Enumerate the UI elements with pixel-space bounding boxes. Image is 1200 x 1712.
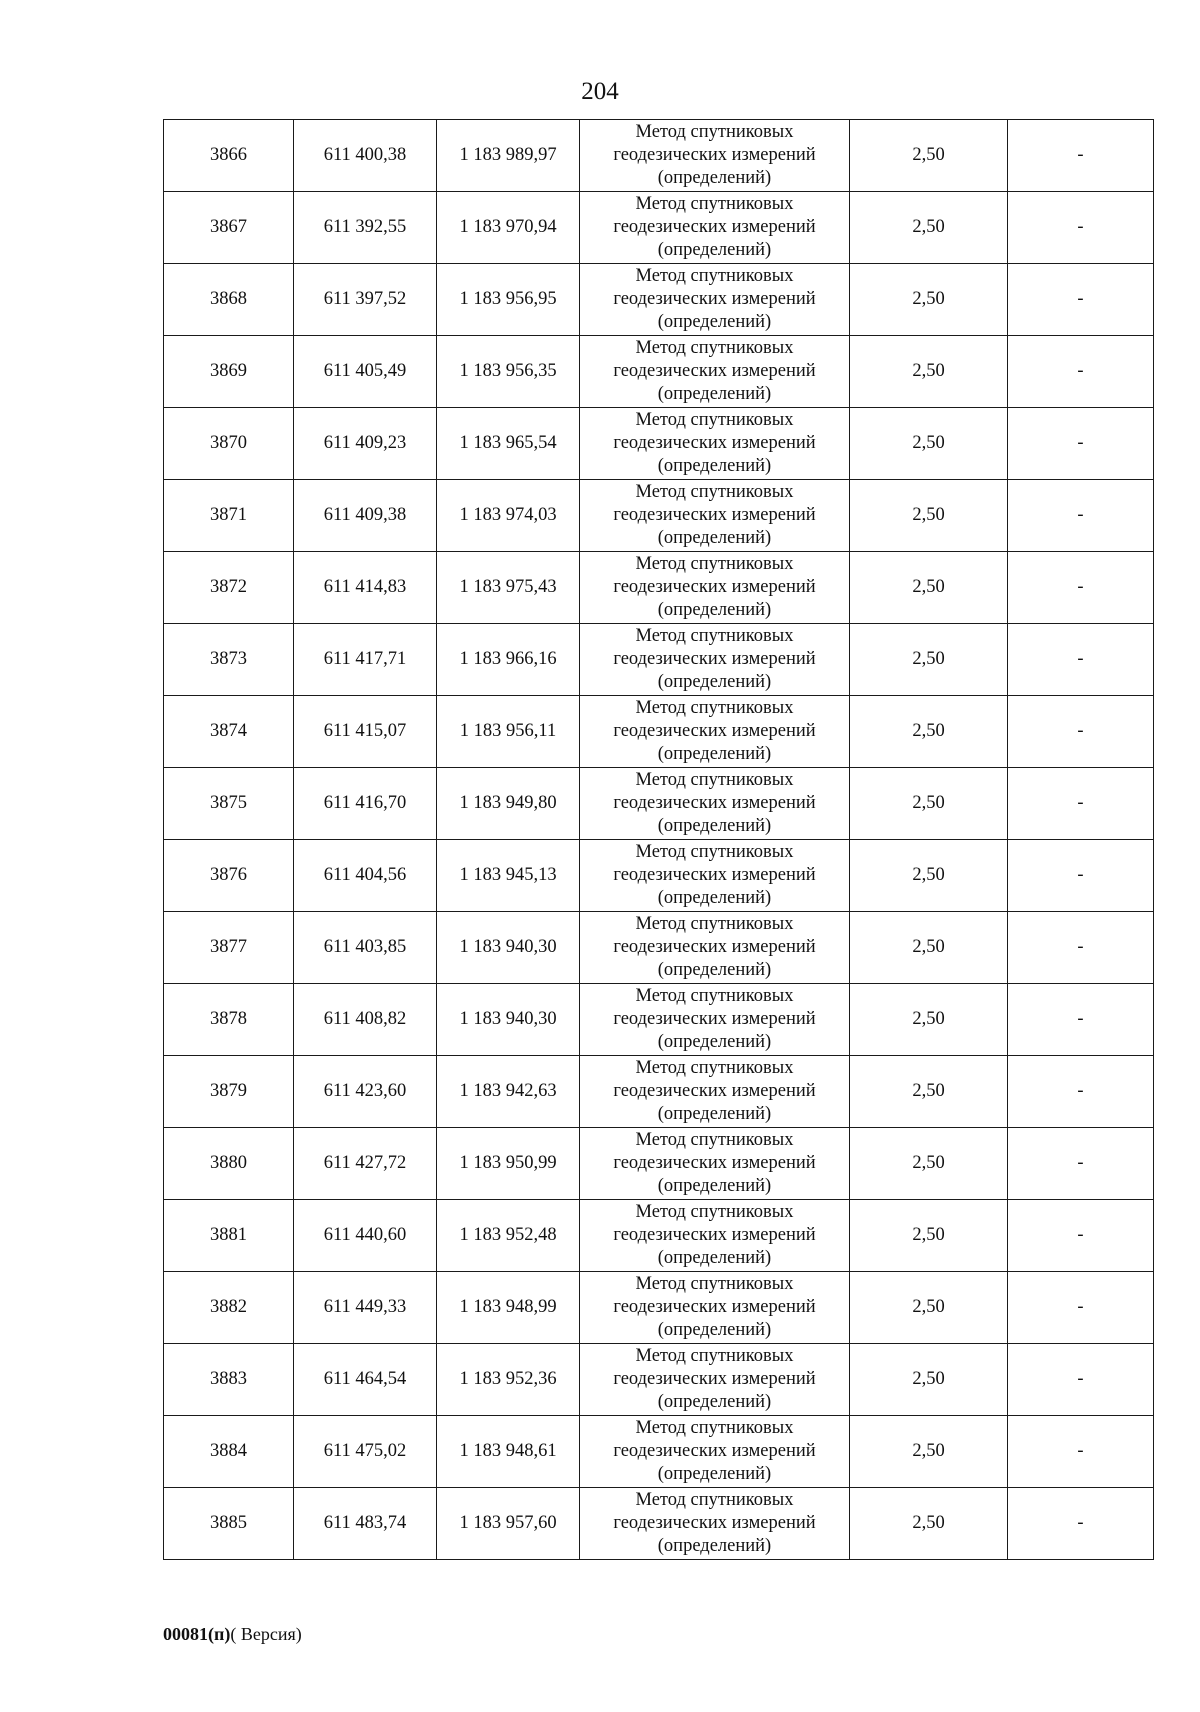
table-body (164, 120, 1154, 1560)
coordinates-table (163, 119, 1154, 1560)
y-coordinate-cell: 1 183 940,30 (437, 912, 580, 984)
method-line: Метод спутниковых (635, 266, 794, 286)
method-line: (определений) (657, 816, 772, 836)
extra-cell: - (1008, 264, 1154, 336)
method-cell (580, 1416, 850, 1488)
method-line: (определений) (657, 1176, 772, 1196)
extra-cell: - (1008, 984, 1154, 1056)
table-row (164, 1416, 1154, 1488)
accuracy-cell: 2,50 (850, 264, 1008, 336)
method-cell (580, 696, 850, 768)
method-line: (определений) (657, 960, 772, 980)
method-line: геодезических измерений (613, 1081, 816, 1101)
method-line: геодезических измерений (613, 289, 816, 309)
point-number-cell: 3885 (164, 1488, 294, 1560)
y-coordinate-cell: 1 183 948,61 (437, 1416, 580, 1488)
y-coordinate-cell: 1 183 950,99 (437, 1128, 580, 1200)
method-cell (580, 1056, 850, 1128)
method-line: геодезических измерений (613, 1225, 816, 1245)
method-cell (580, 120, 850, 192)
method-line: (определений) (657, 168, 772, 188)
table-row (164, 408, 1154, 480)
method-cell (580, 552, 850, 624)
table-row (164, 768, 1154, 840)
point-number-cell: 3875 (164, 768, 294, 840)
method-line: Метод спутниковых (635, 914, 794, 934)
y-coordinate-cell: 1 183 974,03 (437, 480, 580, 552)
x-coordinate-cell: 611 417,71 (294, 624, 437, 696)
x-coordinate-cell: 611 427,72 (294, 1128, 437, 1200)
x-coordinate-cell: 611 440,60 (294, 1200, 437, 1272)
method-line: Метод спутниковых (635, 1130, 794, 1150)
table-row (164, 624, 1154, 696)
method-cell (580, 1200, 850, 1272)
method-line: геодезических измерений (613, 361, 816, 381)
method-line: Метод спутниковых (635, 122, 794, 142)
method-line: геодезических измерений (613, 649, 816, 669)
y-coordinate-cell: 1 183 948,99 (437, 1272, 580, 1344)
table-row (164, 480, 1154, 552)
method-line: геодезических измерений (613, 721, 816, 741)
accuracy-cell: 2,50 (850, 624, 1008, 696)
method-cell (580, 1128, 850, 1200)
point-number-cell: 3876 (164, 840, 294, 912)
method-line: Метод спутниковых (635, 626, 794, 646)
point-number-cell: 3872 (164, 552, 294, 624)
method-cell (580, 1488, 850, 1560)
y-coordinate-cell: 1 183 970,94 (437, 192, 580, 264)
method-cell (580, 1344, 850, 1416)
accuracy-cell: 2,50 (850, 696, 1008, 768)
method-cell (580, 336, 850, 408)
x-coordinate-cell: 611 408,82 (294, 984, 437, 1056)
method-line: геодезических измерений (613, 937, 816, 957)
point-number-cell: 3871 (164, 480, 294, 552)
x-coordinate-cell: 611 409,38 (294, 480, 437, 552)
accuracy-cell: 2,50 (850, 1416, 1008, 1488)
accuracy-cell: 2,50 (850, 1056, 1008, 1128)
method-line: геодезических измерений (613, 793, 816, 813)
method-line: (определений) (657, 1536, 772, 1556)
x-coordinate-cell: 611 397,52 (294, 264, 437, 336)
point-number-cell: 3881 (164, 1200, 294, 1272)
x-coordinate-cell: 611 416,70 (294, 768, 437, 840)
extra-cell: - (1008, 1128, 1154, 1200)
method-line: (определений) (657, 384, 772, 404)
accuracy-cell: 2,50 (850, 192, 1008, 264)
extra-cell: - (1008, 1056, 1154, 1128)
accuracy-cell: 2,50 (850, 336, 1008, 408)
method-line: (определений) (657, 888, 772, 908)
method-line: геодезических измерений (613, 577, 816, 597)
method-line: Метод спутниковых (635, 194, 794, 214)
method-line: (определений) (657, 672, 772, 692)
method-line: геодезических измерений (613, 217, 816, 237)
method-line: Метод спутниковых (635, 842, 794, 862)
method-line: геодезических измерений (613, 433, 816, 453)
y-coordinate-cell: 1 183 940,30 (437, 984, 580, 1056)
x-coordinate-cell: 611 483,74 (294, 1488, 437, 1560)
extra-cell: - (1008, 624, 1154, 696)
table-row (164, 1128, 1154, 1200)
x-coordinate-cell: 611 464,54 (294, 1344, 437, 1416)
method-line: Метод спутниковых (635, 1202, 794, 1222)
point-number-cell: 3877 (164, 912, 294, 984)
accuracy-cell: 2,50 (850, 768, 1008, 840)
method-line: геодезических измерений (613, 1009, 816, 1029)
x-coordinate-cell: 611 405,49 (294, 336, 437, 408)
extra-cell: - (1008, 1272, 1154, 1344)
accuracy-cell: 2,50 (850, 1200, 1008, 1272)
method-line: (определений) (657, 1032, 772, 1052)
method-cell (580, 624, 850, 696)
x-coordinate-cell: 611 449,33 (294, 1272, 437, 1344)
extra-cell: - (1008, 768, 1154, 840)
method-line: геодезических измерений (613, 865, 816, 885)
accuracy-cell: 2,50 (850, 984, 1008, 1056)
point-number-cell: 3882 (164, 1272, 294, 1344)
accuracy-cell: 2,50 (850, 840, 1008, 912)
y-coordinate-cell: 1 183 956,11 (437, 696, 580, 768)
method-line: Метод спутниковых (635, 1274, 794, 1294)
method-line: Метод спутниковых (635, 698, 794, 718)
method-line: (определений) (657, 744, 772, 764)
method-line: геодезических измерений (613, 1297, 816, 1317)
method-line: Метод спутниковых (635, 554, 794, 574)
x-coordinate-cell: 611 414,83 (294, 552, 437, 624)
table-row (164, 984, 1154, 1056)
x-coordinate-cell: 611 403,85 (294, 912, 437, 984)
method-line: (определений) (657, 456, 772, 476)
y-coordinate-cell: 1 183 957,60 (437, 1488, 580, 1560)
extra-cell: - (1008, 480, 1154, 552)
table-row (164, 120, 1154, 192)
extra-cell: - (1008, 1488, 1154, 1560)
y-coordinate-cell: 1 183 956,95 (437, 264, 580, 336)
accuracy-cell: 2,50 (850, 408, 1008, 480)
method-line: геодезических измерений (613, 1513, 816, 1533)
extra-cell: - (1008, 120, 1154, 192)
point-number-cell: 3883 (164, 1344, 294, 1416)
x-coordinate-cell: 611 392,55 (294, 192, 437, 264)
extra-cell: - (1008, 1344, 1154, 1416)
table-row (164, 1272, 1154, 1344)
method-cell (580, 1272, 850, 1344)
method-line: Метод спутниковых (635, 1418, 794, 1438)
extra-cell: - (1008, 192, 1154, 264)
y-coordinate-cell: 1 183 945,13 (437, 840, 580, 912)
method-cell (580, 912, 850, 984)
point-number-cell: 3873 (164, 624, 294, 696)
method-cell (580, 264, 850, 336)
method-line: (определений) (657, 600, 772, 620)
x-coordinate-cell: 611 423,60 (294, 1056, 437, 1128)
method-cell (580, 768, 850, 840)
extra-cell: - (1008, 912, 1154, 984)
x-coordinate-cell: 611 475,02 (294, 1416, 437, 1488)
y-coordinate-cell: 1 183 965,54 (437, 408, 580, 480)
method-line: (определений) (657, 1464, 772, 1484)
table-row (164, 1488, 1154, 1560)
method-line: геодезических измерений (613, 1441, 816, 1461)
method-line: геодезических измерений (613, 1369, 816, 1389)
method-line: Метод спутниковых (635, 410, 794, 430)
method-line: (определений) (657, 1248, 772, 1268)
method-line: (определений) (657, 1104, 772, 1124)
method-line: Метод спутниковых (635, 1490, 794, 1510)
x-coordinate-cell: 611 409,23 (294, 408, 437, 480)
accuracy-cell: 2,50 (850, 120, 1008, 192)
table-row (164, 192, 1154, 264)
method-line: Метод спутниковых (635, 770, 794, 790)
x-coordinate-cell: 611 400,38 (294, 120, 437, 192)
table-row (164, 912, 1154, 984)
table-row (164, 264, 1154, 336)
method-line: геодезических измерений (613, 505, 816, 525)
y-coordinate-cell: 1 183 966,16 (437, 624, 580, 696)
extra-cell: - (1008, 1416, 1154, 1488)
y-coordinate-cell: 1 183 949,80 (437, 768, 580, 840)
y-coordinate-cell: 1 183 956,35 (437, 336, 580, 408)
extra-cell: - (1008, 696, 1154, 768)
document-version: ( Версия) (230, 1624, 302, 1644)
accuracy-cell: 2,50 (850, 912, 1008, 984)
point-number-cell: 3868 (164, 264, 294, 336)
point-number-cell: 3880 (164, 1128, 294, 1200)
accuracy-cell: 2,50 (850, 552, 1008, 624)
point-number-cell: 3867 (164, 192, 294, 264)
x-coordinate-cell: 611 415,07 (294, 696, 437, 768)
table-row (164, 1200, 1154, 1272)
method-line: (определений) (657, 240, 772, 260)
method-line: Метод спутниковых (635, 1058, 794, 1078)
table-row (164, 336, 1154, 408)
table-row (164, 1056, 1154, 1128)
accuracy-cell: 2,50 (850, 1128, 1008, 1200)
point-number-cell: 3879 (164, 1056, 294, 1128)
accuracy-cell: 2,50 (850, 1344, 1008, 1416)
accuracy-cell: 2,50 (850, 1488, 1008, 1560)
table-row (164, 552, 1154, 624)
method-line: геодезических измерений (613, 145, 816, 165)
point-number-cell: 3878 (164, 984, 294, 1056)
extra-cell: - (1008, 840, 1154, 912)
method-line: (определений) (657, 1320, 772, 1340)
extra-cell: - (1008, 336, 1154, 408)
method-line: (определений) (657, 1392, 772, 1412)
point-number-cell: 3870 (164, 408, 294, 480)
method-line: Метод спутниковых (635, 338, 794, 358)
method-cell (580, 480, 850, 552)
extra-cell: - (1008, 1200, 1154, 1272)
x-coordinate-cell: 611 404,56 (294, 840, 437, 912)
y-coordinate-cell: 1 183 942,63 (437, 1056, 580, 1128)
extra-cell: - (1008, 408, 1154, 480)
method-cell (580, 840, 850, 912)
method-line: Метод спутниковых (635, 1346, 794, 1366)
method-line: Метод спутниковых (635, 482, 794, 502)
method-cell (580, 192, 850, 264)
table-row (164, 696, 1154, 768)
y-coordinate-cell: 1 183 952,48 (437, 1200, 580, 1272)
table-row (164, 1344, 1154, 1416)
method-line: (определений) (657, 528, 772, 548)
accuracy-cell: 2,50 (850, 480, 1008, 552)
document-code: 00081(п) (163, 1624, 231, 1644)
accuracy-cell: 2,50 (850, 1272, 1008, 1344)
page-number: 204 (581, 78, 619, 105)
method-line: Метод спутниковых (635, 986, 794, 1006)
y-coordinate-cell: 1 183 952,36 (437, 1344, 580, 1416)
method-cell (580, 408, 850, 480)
document-footer (163, 1622, 302, 1646)
point-number-cell: 3884 (164, 1416, 294, 1488)
point-number-cell: 3869 (164, 336, 294, 408)
y-coordinate-cell: 1 183 975,43 (437, 552, 580, 624)
y-coordinate-cell: 1 183 989,97 (437, 120, 580, 192)
method-line: геодезических измерений (613, 1153, 816, 1173)
table-row (164, 840, 1154, 912)
extra-cell: - (1008, 552, 1154, 624)
point-number-cell: 3866 (164, 120, 294, 192)
method-cell (580, 984, 850, 1056)
method-line: (определений) (657, 312, 772, 332)
point-number-cell: 3874 (164, 696, 294, 768)
